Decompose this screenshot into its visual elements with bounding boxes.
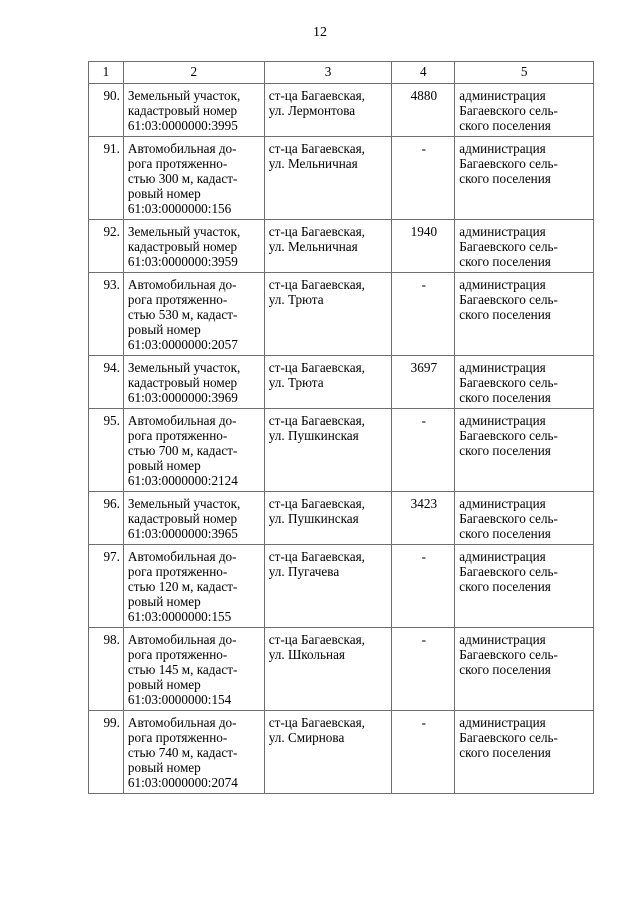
object-description-line: стью 740 м, кадаст-: [127, 745, 238, 760]
address-line: ул. Пушкинская: [268, 428, 359, 443]
object-description-cell: [123, 273, 264, 356]
address-line: ст-ца Багаевская,: [268, 549, 365, 564]
owner-cell: [455, 273, 594, 356]
area-cell: -: [392, 409, 455, 492]
row-number-cell: 94.: [89, 356, 124, 409]
object-description-line: стью 700 м, кадаст-: [127, 443, 238, 458]
address-line: ст-ца Багаевская,: [268, 277, 365, 292]
owner-line: Багаевского сель-: [459, 156, 558, 171]
object-description-line: Земельный участок,: [127, 88, 241, 103]
object-description-line: 61:03:0000000:3969: [127, 390, 238, 405]
owner-cell: [455, 84, 594, 137]
owner-cell: [455, 356, 594, 409]
header-col-4: 4: [392, 62, 455, 84]
owner-cell: [455, 711, 594, 794]
address-cell: [264, 409, 392, 492]
address-line: ст-ца Багаевская,: [268, 496, 365, 511]
object-description-cell: [123, 84, 264, 137]
object-description-cell: [123, 137, 264, 220]
object-description-line: Автомобильная до-: [127, 715, 237, 730]
address-line: ул. Смирнова: [268, 730, 345, 745]
area-cell: -: [392, 273, 455, 356]
object-description-line: стью 300 м, кадаст-: [127, 171, 238, 186]
owner-line: ского поселения: [459, 254, 551, 269]
owner-cell: [455, 545, 594, 628]
object-description-cell: [123, 492, 264, 545]
address-cell: [264, 84, 392, 137]
object-description-line: Автомобильная до-: [127, 632, 237, 647]
object-description-line: стью 530 м, кадаст-: [127, 307, 238, 322]
object-description-line: рога протяженно-: [127, 292, 228, 307]
row-number-cell: 92.: [89, 220, 124, 273]
object-description-line: стью 120 м, кадаст-: [127, 579, 238, 594]
table-body: [89, 84, 594, 794]
table-row: [89, 628, 594, 711]
owner-line: администрация: [459, 88, 546, 103]
owner-line: ского поселения: [459, 745, 551, 760]
owner-cell: [455, 137, 594, 220]
object-description-line: кадастровый номер: [127, 103, 238, 118]
object-description-line: Земельный участок,: [127, 360, 241, 375]
object-description-line: стью 145 м, кадаст-: [127, 662, 238, 677]
owner-line: ского поселения: [459, 662, 551, 677]
address-line: ст-ца Багаевская,: [268, 715, 365, 730]
owner-line: Багаевского сель-: [459, 103, 558, 118]
owner-line: ского поселения: [459, 171, 551, 186]
table-row: [89, 84, 594, 137]
owner-line: Багаевского сель-: [459, 239, 558, 254]
object-description-cell: [123, 220, 264, 273]
object-description-line: Земельный участок,: [127, 224, 241, 239]
table-row: [89, 220, 594, 273]
table-header: [89, 62, 594, 84]
row-number-cell: 95.: [89, 409, 124, 492]
object-description-line: 61:03:0000000:155: [127, 609, 232, 624]
object-description-cell: [123, 356, 264, 409]
owner-line: администрация: [459, 141, 546, 156]
area-cell: -: [392, 711, 455, 794]
object-description-line: Автомобильная до-: [127, 549, 237, 564]
owner-line: ского поселения: [459, 526, 551, 541]
owner-line: администрация: [459, 224, 546, 239]
address-line: ул. Пушкинская: [268, 511, 359, 526]
object-description-cell: [123, 711, 264, 794]
address-cell: [264, 711, 392, 794]
address-cell: [264, 220, 392, 273]
address-cell: [264, 356, 392, 409]
owner-line: Багаевского сель-: [459, 375, 558, 390]
owner-line: Багаевского сель-: [459, 428, 558, 443]
table-row: [89, 545, 594, 628]
address-line: ул. Мельничная: [268, 156, 358, 171]
row-number-cell: 96.: [89, 492, 124, 545]
owner-line: ского поселения: [459, 307, 551, 322]
row-number-cell: 97.: [89, 545, 124, 628]
address-cell: [264, 137, 392, 220]
object-description-line: рога протяженно-: [127, 647, 228, 662]
header-col-1: 1: [89, 62, 124, 84]
row-number-cell: 98.: [89, 628, 124, 711]
header-col-2: 2: [123, 62, 264, 84]
page-number: 12: [313, 25, 327, 40]
object-description-line: рога протяженно-: [127, 428, 228, 443]
address-cell: [264, 492, 392, 545]
address-line: ул. Школьная: [268, 647, 345, 662]
object-description-line: ровый номер: [127, 677, 201, 692]
object-description-line: ровый номер: [127, 186, 201, 201]
object-description-line: ровый номер: [127, 594, 201, 609]
table-row: [89, 273, 594, 356]
owner-line: администрация: [459, 715, 546, 730]
area-cell: 3697: [392, 356, 455, 409]
header-col-3: 3: [264, 62, 392, 84]
address-line: ст-ца Багаевская,: [268, 413, 365, 428]
object-description-cell: [123, 545, 264, 628]
address-line: ст-ца Багаевская,: [268, 632, 365, 647]
owner-line: ского поселения: [459, 443, 551, 458]
table-row: [89, 409, 594, 492]
address-line: ул. Трюта: [268, 292, 324, 307]
owner-line: ского поселения: [459, 390, 551, 405]
owner-line: Багаевского сель-: [459, 564, 558, 579]
row-number-cell: 91.: [89, 137, 124, 220]
area-cell: -: [392, 628, 455, 711]
table-row: [89, 137, 594, 220]
owner-line: ского поселения: [459, 579, 551, 594]
address-line: ул. Трюта: [268, 375, 324, 390]
area-cell: 1940: [392, 220, 455, 273]
table-row: [89, 356, 594, 409]
address-line: ул. Пугачева: [268, 564, 340, 579]
owner-line: администрация: [459, 549, 546, 564]
address-line: ст-ца Багаевская,: [268, 360, 365, 375]
owner-cell: [455, 409, 594, 492]
owner-line: Багаевского сель-: [459, 511, 558, 526]
object-description-line: кадастровый номер: [127, 511, 238, 526]
object-description-line: 61:03:0000000:156: [127, 201, 232, 216]
object-description-line: рога протяженно-: [127, 730, 228, 745]
owner-cell: [455, 492, 594, 545]
object-description-line: 61:03:0000000:154: [127, 692, 232, 707]
address-cell: [264, 273, 392, 356]
object-description-line: Автомобильная до-: [127, 141, 237, 156]
object-description-cell: [123, 628, 264, 711]
owner-line: Багаевского сель-: [459, 730, 558, 745]
address-line: ст-ца Багаевская,: [268, 88, 365, 103]
object-description-line: 61:03:0000000:3995: [127, 118, 238, 133]
object-description-line: ровый номер: [127, 458, 201, 473]
object-description-line: ровый номер: [127, 760, 201, 775]
object-description-line: рога протяженно-: [127, 156, 228, 171]
object-description-cell: [123, 409, 264, 492]
row-number-cell: 93.: [89, 273, 124, 356]
object-description-line: рога протяженно-: [127, 564, 228, 579]
object-description-line: 61:03:0000000:2124: [127, 473, 238, 488]
owner-line: ского поселения: [459, 118, 551, 133]
owner-cell: [455, 220, 594, 273]
object-description-line: кадастровый номер: [127, 375, 238, 390]
address-cell: [264, 545, 392, 628]
area-cell: -: [392, 545, 455, 628]
owner-line: администрация: [459, 360, 546, 375]
owner-line: Багаевского сель-: [459, 647, 558, 662]
property-registry-table: [88, 61, 594, 794]
address-line: ул. Лермонтова: [268, 103, 356, 118]
address-line: ст-ца Багаевская,: [268, 224, 365, 239]
owner-line: администрация: [459, 413, 546, 428]
owner-line: администрация: [459, 632, 546, 647]
owner-line: Багаевского сель-: [459, 292, 558, 307]
object-description-line: Автомобильная до-: [127, 277, 237, 292]
header-col-5: 5: [455, 62, 594, 84]
owner-line: администрация: [459, 496, 546, 511]
area-cell: 3423: [392, 492, 455, 545]
object-description-line: 61:03:0000000:3965: [127, 526, 238, 541]
object-description-line: кадастровый номер: [127, 239, 238, 254]
object-description-line: 61:03:0000000:2074: [127, 775, 238, 790]
address-line: ул. Мельничная: [268, 239, 358, 254]
area-cell: 4880: [392, 84, 455, 137]
row-number-cell: 99.: [89, 711, 124, 794]
table-row: [89, 492, 594, 545]
owner-line: администрация: [459, 277, 546, 292]
object-description-line: 61:03:0000000:3959: [127, 254, 238, 269]
address-cell: [264, 628, 392, 711]
row-number-cell: 90.: [89, 84, 124, 137]
header-row: [89, 62, 594, 84]
table-row: [89, 711, 594, 794]
address-line: ст-ца Багаевская,: [268, 141, 365, 156]
owner-cell: [455, 628, 594, 711]
object-description-line: 61:03:0000000:2057: [127, 337, 238, 352]
object-description-line: Земельный участок,: [127, 496, 241, 511]
area-cell: -: [392, 137, 455, 220]
object-description-line: Автомобильная до-: [127, 413, 237, 428]
object-description-line: ровый номер: [127, 322, 201, 337]
